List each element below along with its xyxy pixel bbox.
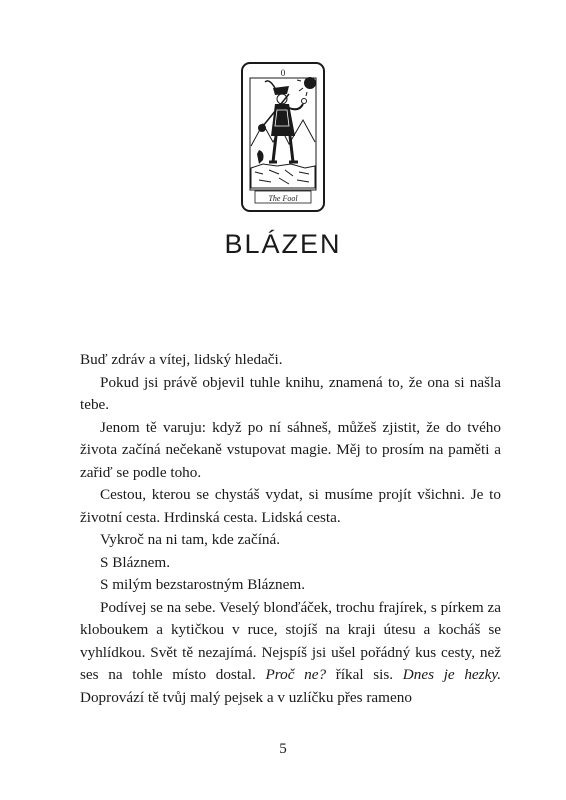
fool-tarot-card [241, 62, 325, 212]
paragraph [80, 574, 501, 597]
text-segment: Jenom tě varuju: když po ní sáhneš, můžeš zjistit, že do tvého života začíná nečekaně vstupovat magie. Měj to prosím na paměti a zařiď se podle toho. [80, 418, 501, 481]
text-segment: Pokud jsi právě objevil tuhle knihu, znamená to, že ona si našla tebe. [80, 373, 501, 413]
italic-text: Dnes je hezky. [402, 666, 502, 683]
paragraph [80, 349, 501, 372]
card-name: The Fool [268, 194, 298, 203]
text-segment: Vykroč na ni tam, kde začíná. [100, 531, 281, 548]
paragraph [80, 552, 501, 575]
text-segment: S Bláznem. [100, 553, 171, 571]
paragraph [80, 597, 501, 710]
text-segment: Doprovází tě tvůj malý pejsek a v uzlíčku přes rameno [80, 688, 412, 706]
card-number: 0 [280, 68, 286, 78]
paragraph [80, 417, 501, 485]
chapter-body [80, 349, 501, 709]
italic-text: Proč ne? [265, 666, 327, 683]
paragraph [80, 484, 501, 529]
text-segment: S milým bezstarostným Bláznem. [100, 576, 306, 593]
text-segment: Podívej se na sebe. Veselý blonďáček, trochu frajírek, s pírkem za kloboukem a kytičkou v ruce, stojíš na kraji útesu a kocháš se vyhlídkou. Svět tě nezajímá. Nejspíš jsi ušel pořádný kus cesty, než ses na tohle místo dostal. [80, 598, 501, 683]
page-number: 5 [279, 741, 287, 757]
fool-card-illustration [243, 64, 323, 210]
sun-icon [297, 77, 316, 96]
text-segment: říkal sis. [326, 666, 403, 683]
chapter-title: BLÁZEN [224, 229, 342, 259]
paragraph [80, 372, 501, 417]
paragraph [80, 529, 501, 552]
text-segment: Buď zdráv a vítej, lidský hledači. [80, 351, 283, 368]
text-segment: Cestou, kterou se chystáš vydat, si musíme projít všichni. Je to životní cesta. Hrdinská cesta. Lidská cesta. [80, 486, 501, 526]
